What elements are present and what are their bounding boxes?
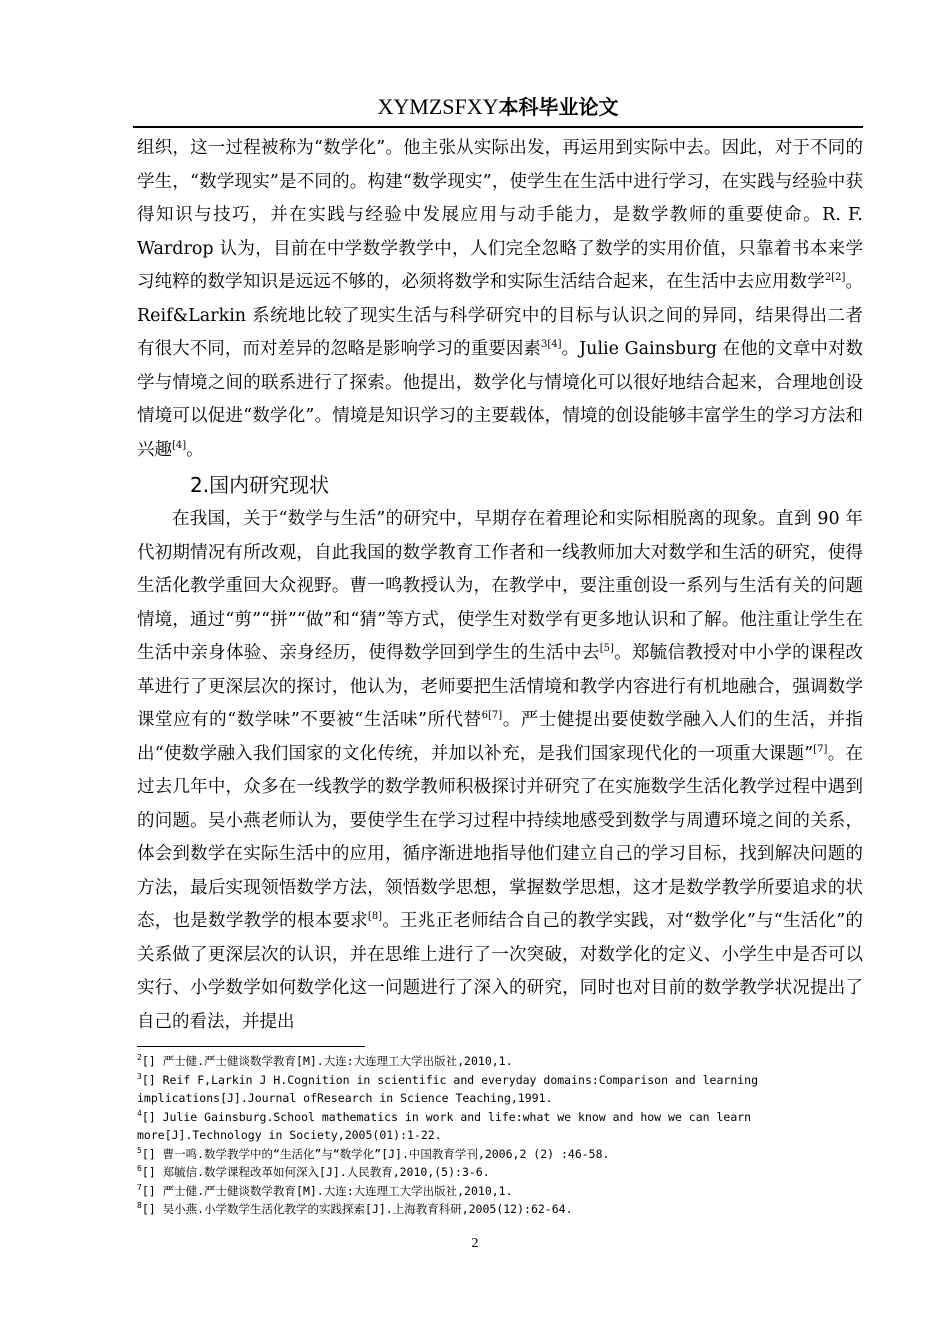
footnote-number: 6	[137, 1164, 142, 1174]
text-run: 。Julie Gainsburg 在他的文章中对数学与情境之间的联系进行了探索。他提出，数学化与情境化可以很好地结合起来，合理地创设情境可以促进“数学化”。情境是知识学习的主要载体，情境的创设能够丰富学生的学习方法和兴趣	[137, 339, 864, 460]
text-run: 。Reif&Larkin 系统地比较了现实生活与科学研究中的目标与认识之间的异同，结果得出二者有很大不同，而对差异的忽略是影响学习的重要因素	[137, 272, 864, 359]
citation: [7]	[813, 743, 828, 755]
footnotes	[137, 1052, 837, 1219]
text-run: 组织，这一过程被称为“数学化”。他主张从实际出发，再运用到实际中去。因此，对于不同的学生，“数学现实”是不同的。构建“数学现实”，使学生在生活中进行学习，在实践与经验中获得知识与技巧，并在实践与经验中发展应用与动手能力，是数学教师的重要使命。R. F. Wardrop 认为，目前在中学数学教学中，人们完全忽略了数学的实用价值，只靠着书本来学习纯粹的数学知识是远远不够的，必须将数学和实际生活结合起来，在生活中去应用数学	[137, 138, 863, 292]
text-run: 。王兆正老师结合自己的教学实践，对“数学化”与“生活化”的关系做了更深层次的认识，并在思维上进行了一次突破，对数学化的定义、小学生中是否可以实行、小学数学如何数学化这一问题进行了深入的研究，同时也对目前的数学教学状况提出了自己的看法，并提出	[137, 911, 863, 1032]
footnote-number: 7	[137, 1182, 142, 1192]
citation: 3[4]	[541, 339, 562, 351]
footnote	[137, 1200, 837, 1219]
footnote-number: 2	[137, 1053, 142, 1063]
section-heading: 2.国内研究现状	[190, 473, 330, 497]
header-code: XYMZSFXY	[377, 94, 499, 119]
citation: 2[2]	[824, 272, 846, 284]
footnote-text: [] 郑毓信.数学课程改革如何深入[J].人民教育,2010,(5):3-6.	[141, 1165, 490, 1179]
text-run: 。严士健提出要使数学融入人们的生活，并指出“使数学融入我们国家的文化传统，并加以补充，是我们国家现代化的一项重大课题”	[137, 710, 864, 764]
footnote-number: 4	[137, 1108, 142, 1118]
footnote	[137, 1052, 837, 1071]
footnote	[137, 1108, 837, 1145]
footnote-text: [] 吴小燕.小学数学生活化教学的实践探索[J].上海教育科研,2005(12):62-64.	[141, 1202, 573, 1216]
footnote-text: [] Reif F,Larkin J H.Cognition in scientific and everyday domains:Comparison and learning implications[J].Journal ofResearch in Science Teaching,1991.	[137, 1072, 759, 1105]
footnote	[137, 1163, 837, 1182]
footnote-text: [] 严士健.严士健谈数学教育[M].大连:大连理工大学出版社,2010,1.	[141, 1054, 513, 1068]
citation: 6[7]	[481, 710, 503, 722]
text-run: 在我国，关于“数学与生活”的研究中，早期存在着理论和实际相脱离的现象。直到 90 年代初期情况有所改观，自此我国的数学教育工作者和一线教师加大对数学和生活的研究，使得生活化教学重回大众视野。曹一鸣教授认为，在教学中，要注重创设一系列与生活有关的问题情境，通过“剪”“拼”“做”和“猜”等方式，使学生对数学有更多地认识和了解。他注重让学生在生活中亲身体验、亲身经历，使得数学回到学生的生活中去	[137, 509, 863, 663]
footnote	[137, 1071, 837, 1108]
citation: [8]	[367, 911, 383, 923]
page-header	[133, 92, 863, 128]
footnote-text: [] 曹一鸣.数学教学中的“生活化”与“数学化”[J].中国教育学刊,2006,2 (2) :46-58.	[141, 1146, 610, 1161]
paragraph-domestic-research	[137, 503, 863, 1039]
citation: [5]	[599, 643, 614, 655]
page-number: 2	[471, 1236, 479, 1251]
footnote-separator	[137, 1046, 365, 1047]
text-run: 。在过去几年中，众多在一线教学的数学教师积极探讨并研究了在实施数学生活化教学过程中遇到的问题。吴小燕老师认为，要使学生在学习过程中持续地感受到数学与周遭环境之间的关系，体会到数学在实际生活中的应用，循序渐进地指导他们建立自己的学习目标，找到解决问题的方法，最后实现领悟数学方法，领悟数学思想，掌握数学思想，这才是数学教学所要追求的状态，也是数学教学的根本要求	[137, 743, 864, 931]
footnote	[137, 1145, 837, 1164]
footnote-text: [] 严士健.严士健谈数学教育[M].大连:大连理工大学出版社,2010,1.	[141, 1183, 513, 1198]
header-title: 本科毕业论文	[498, 95, 619, 119]
paragraph-international-research	[137, 132, 863, 467]
footnote-number: 5	[137, 1145, 142, 1155]
citation: [4]	[172, 439, 187, 451]
body-text	[137, 132, 863, 1039]
footnote	[137, 1182, 837, 1201]
footnote-number: 8	[137, 1201, 142, 1211]
text-run: 。郑毓信教授对中小学的课程改革进行了更深层次的探讨，他认为，老师要把生活情境和教学内容进行有机地融合，强调数学课堂应有的“数学味”不要被“生活味”所代替	[137, 643, 863, 730]
footnote-number: 3	[137, 1071, 142, 1081]
text-run: 。	[186, 439, 204, 460]
footnote-text: [] Julie Gainsburg.School mathematics in work and life:what we know and how we can learn more[J].Technology in Society,2005(01):1-22.	[137, 1109, 752, 1142]
